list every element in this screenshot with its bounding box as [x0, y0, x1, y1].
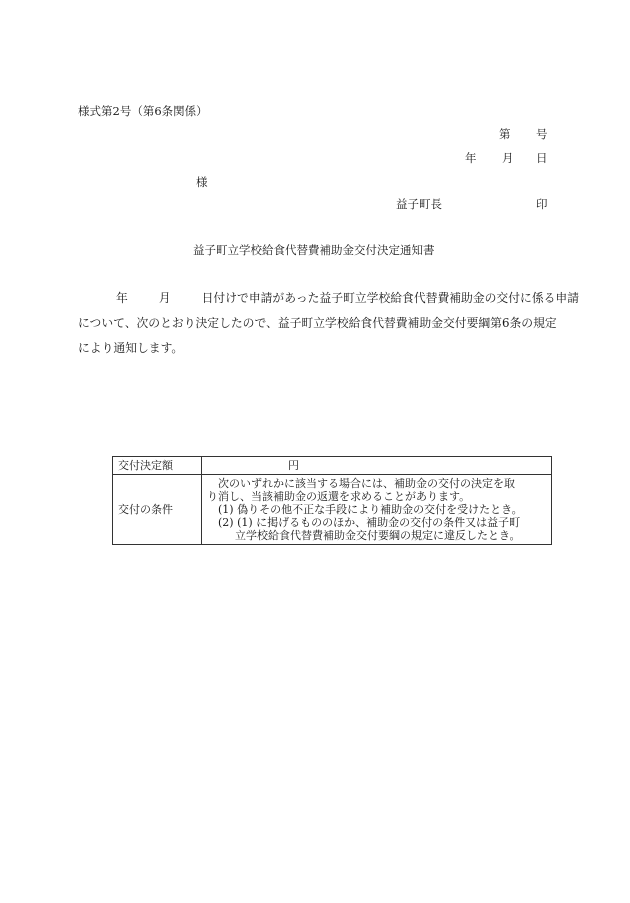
document-number-prefix: 第	[499, 127, 511, 141]
amount-row	[113, 457, 552, 475]
conditions-row	[113, 475, 552, 545]
conditions-cell	[202, 475, 552, 545]
addressee-honorific: 様	[196, 175, 208, 189]
seal-mark: 印	[536, 197, 548, 211]
date-month-label: 月	[502, 151, 514, 165]
conditions-label: 交付の条件	[113, 475, 202, 545]
document-title: 益子町立学校給食代替費補助金交付決定通知書	[193, 243, 435, 257]
conditions-line: り消し、当該補助金の返還を求めることがあります。	[207, 490, 471, 503]
date-day-label: 日	[536, 151, 548, 165]
issuer-name: 益子町長	[396, 197, 442, 211]
body-line-3: により通知します。	[78, 341, 184, 355]
conditions-line: 次のいずれかに該当する場合には、補助金の交付の決定を取	[218, 477, 515, 490]
body-year-label: 年	[116, 291, 128, 305]
body-month-label: 月	[158, 291, 171, 305]
amount-unit: 円	[202, 457, 552, 475]
conditions-line: (2) (1) に掲げるもののほか、補助金の交付の条件又は益子町	[218, 516, 521, 529]
body-line-1	[78, 291, 579, 305]
conditions-line: 立学校給食代替費補助金交付要綱の規定に違反したとき。	[235, 529, 521, 542]
amount-label: 交付決定額	[113, 457, 202, 475]
document-number-suffix: 号	[536, 127, 548, 141]
conditions-line: (1) 偽りその他不正な手段により補助金の交付を受けたとき。	[218, 503, 523, 516]
body-line-1-text: 日付けで申請があった益子町立学校給食代替費補助金の交付に係る申請	[201, 291, 580, 305]
form-number: 様式第2号（第6条関係）	[78, 104, 208, 118]
body-line-2: について、次のとおり決定したので、益子町立学校給食代替費補助金交付要綱第6条の規定	[78, 316, 557, 330]
date-year-label: 年	[465, 151, 477, 165]
grant-conditions-table	[112, 456, 552, 545]
